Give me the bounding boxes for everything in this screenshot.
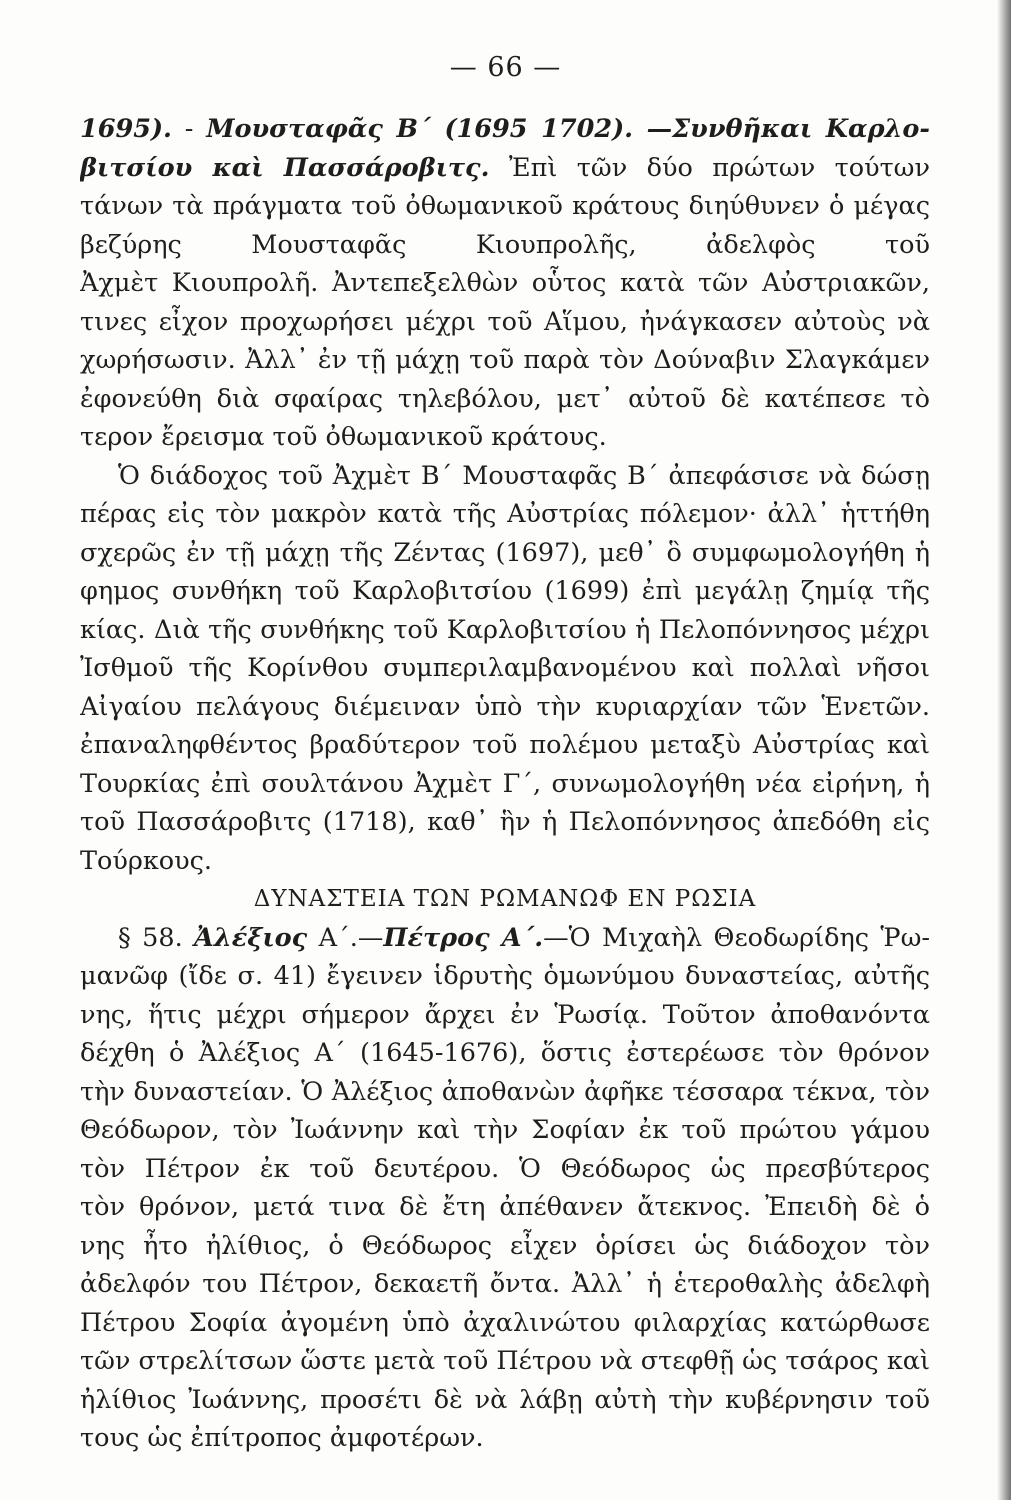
text-line bbox=[80, 1381, 930, 1420]
text-line bbox=[80, 1304, 930, 1343]
text-line bbox=[80, 919, 930, 958]
text-segment: τους ὡς ἐπίτροπος ἀμφοτέρων. bbox=[80, 1423, 484, 1453]
text-line bbox=[80, 1188, 930, 1227]
text-line bbox=[80, 1150, 930, 1189]
text-segment: Α΄.— bbox=[307, 922, 384, 953]
text-line bbox=[80, 110, 930, 149]
text-line bbox=[80, 1227, 930, 1266]
paragraphs-romanov bbox=[80, 919, 930, 1458]
body-text bbox=[80, 110, 930, 1458]
text-segment: φημος συνθήκη τοῦ Καρλοβιτσίου (1699) ἐπὶ μεγάλῃ ζημίᾳ τῆς bbox=[80, 576, 930, 606]
text-line bbox=[80, 996, 930, 1035]
text-segment: Ἐπὶ τῶν δύο πρώτων τούτων bbox=[508, 152, 930, 183]
text-segment: Ὁ διάδοχος τοῦ Ἀχμὲτ Β΄ Μουσταφᾶς Β΄ ἀπεφάσισε νὰ δώσῃ bbox=[118, 460, 930, 491]
text-segment: Ἀλέξιος bbox=[194, 922, 308, 953]
text-line bbox=[80, 803, 930, 842]
text-line bbox=[80, 957, 930, 996]
text-segment: ἠλίθιος Ἰωάννης, προσέτι δὲ νὰ λάβῃ αὐτὴ τὴν κυβέρνησιν τοῦ bbox=[80, 1384, 930, 1415]
text-line bbox=[80, 187, 930, 226]
text-segment: Ἰσθμοῦ τῆς Κορίνθου συμπεριλαμβανομένου καὶ πολλαὶ νῆσοι bbox=[80, 653, 930, 683]
text-segment: βιτσίου καὶ Πασσάροβιτς. bbox=[80, 152, 490, 183]
text-line bbox=[80, 534, 930, 573]
text-line bbox=[80, 226, 930, 265]
text-segment: σχερῶς ἐν τῇ μάχῃ τῆς Ζέντας (1697), μεθ᾽ ὃ συμφωμολογήθη ἡ bbox=[80, 537, 930, 568]
text-line bbox=[80, 572, 930, 611]
text-segment: νης, ἥτις μέχρι σήμερον ἄρχει ἐν Ῥωσίᾳ. Τοῦτον ἀποθανόντα bbox=[80, 999, 930, 1030]
text-line bbox=[80, 1419, 930, 1458]
text-line bbox=[80, 495, 930, 534]
text-segment: τὸν θρόνον, μετά τινα δὲ ἔτη ἀπέθανεν ἄτεκνος. Ἐπειδὴ δὲ ὁ bbox=[80, 1192, 930, 1222]
text-line bbox=[80, 1342, 930, 1381]
text-segment: Τουρκίας ἐπὶ σουλτάνου Ἀχμὲτ Γ΄, συνωμολογήθη νέα εἰρήνη, ἡ bbox=[80, 768, 930, 799]
text-line bbox=[80, 765, 930, 804]
text-segment: ἐφονεύθη διὰ σφαίρας τηλεβόλου, μετ᾽ αὐτοῦ δὲ κατέπεσε τὸ bbox=[80, 383, 930, 414]
text-line bbox=[80, 726, 930, 765]
text-line bbox=[80, 1073, 930, 1112]
text-segment: μανῶφ (ἴδε σ. 41) ἔγεινεν ἱδρυτὴς ὁμωνύμου δυναστείας, αὐτῆς bbox=[80, 961, 930, 991]
text-segment: τινες εἶχον προχωρήσει μέχρι τοῦ Αἵμου, ἠνάγκασεν αὐτοὺς νὰ bbox=[80, 306, 930, 337]
text-line bbox=[80, 457, 930, 496]
text-segment: —Ὁ Μιχαὴλ Θεοδωρίδης Ῥω- bbox=[543, 922, 930, 953]
section-heading: ΔΥΝΑΣΤΕΙΑ ΤΩΝ ΡΩΜΑΝΩΦ ΕΝ ΡΩΣΙΑ bbox=[253, 886, 757, 912]
text-segment: νης ἦτο ἠλίθιος, ὁ Θεόδωρος εἶχεν ὁρίσει ὡς διάδοχον τὸν bbox=[80, 1230, 930, 1261]
text-segment: Πέτρος Α΄. bbox=[383, 922, 544, 953]
text-segment: τάνων τὰ πράγματα τοῦ ὀθωμανικοῦ κράτους διηύθυνεν ὁ μέγας bbox=[80, 191, 930, 221]
text-line bbox=[80, 264, 930, 303]
text-line bbox=[80, 688, 930, 727]
page-edge-shadow bbox=[997, 0, 1011, 1500]
text-segment: Τούρκους. bbox=[80, 845, 213, 876]
text-segment: § 58. bbox=[118, 922, 195, 953]
text-line bbox=[80, 341, 930, 380]
text-segment: τοῦ Πασσάροβιτς (1718), καθ᾽ ἣν ἡ Πελοπόννησος ἀπεδόθη εἰς bbox=[80, 807, 930, 837]
text-segment: βεζύρης Μουσταφᾶς Κιουπρολῆς, ἀδελφὸς τοῦ bbox=[80, 229, 930, 260]
text-segment: Πέτρου Σοφία ἀγομένη ὑπὸ ἀχαλινώτου φιλαρχίας κατώρθωσε bbox=[80, 1307, 930, 1338]
text-segment: ἀδελφόν του Πέτρον, δεκαετῆ ὄντα. Ἀλλ᾽ ἡ ἑτεροθαλὴς ἀδελφὴ bbox=[80, 1269, 930, 1299]
text-line bbox=[80, 149, 930, 188]
text-segment: δέχθη ὁ Ἀλέξιος Α΄ (1645-1676), ὅστις ἐστερέωσε τὸν θρόνον bbox=[80, 1038, 930, 1068]
text-segment: Μουσταφᾶς Β΄ (1695 1702). —Συνθῆκαι Καρλο- bbox=[206, 114, 930, 144]
paragraphs-ottoman bbox=[80, 110, 930, 880]
text-segment: τὸν Πέτρον ἐκ τοῦ δευτέρου. Ὁ Θεόδωρος ὡς πρεσβύτερος bbox=[80, 1153, 930, 1184]
text-segment: Θεόδωρον, τὸν Ἰωάννην καὶ τὴν Σοφίαν ἐκ τοῦ πρώτου γάμου bbox=[80, 1115, 930, 1145]
text-line bbox=[80, 418, 930, 457]
text-segment: Ἀχμὲτ Κιουπρολῆ. Ἀντεπεξελθὼν οὗτος κατὰ τῶν Αὐστριακῶν, bbox=[80, 268, 930, 298]
text-line bbox=[80, 611, 930, 650]
text-segment: τῶν στρελίτσων ὥστε μετὰ τοῦ Πέτρου νὰ στεφθῇ ὡς τσάρος καὶ bbox=[80, 1346, 930, 1376]
text-line bbox=[80, 649, 930, 688]
text-line bbox=[80, 303, 930, 342]
text-segment: ἐπαναληφθέντος βραδύτερον τοῦ πολέμου μεταξὺ Αὐστρίας καὶ bbox=[80, 730, 930, 760]
text-line bbox=[80, 1111, 930, 1150]
text-segment: 1695). bbox=[80, 114, 172, 144]
text-segment: - bbox=[171, 114, 207, 144]
page-number: — 66 — bbox=[449, 52, 562, 83]
text-line bbox=[80, 380, 930, 419]
text-line bbox=[80, 1265, 930, 1304]
text-segment: πέρας εἰς τὸν μακρὸν κατὰ τῆς Αὐστρίας πόλεμον· ἀλλ᾽ ἡττήθη bbox=[80, 499, 930, 529]
text-segment: Αἰγαίου πελάγους διέμειναν ὑπὸ τὴν κυριαρχίαν τῶν Ἑνετῶν. bbox=[80, 691, 930, 722]
text-segment: χωρήσωσιν. Ἀλλ᾽ ἐν τῇ μάχῃ τοῦ παρὰ τὸν Δούναβιν Σλαγκάμεν bbox=[80, 345, 930, 375]
text-segment: κίας. Διὰ τῆς συνθήκης τοῦ Καρλοβιτσίου ἡ Πελοπόννησος μέχρι bbox=[80, 614, 930, 645]
text-line bbox=[80, 1034, 930, 1073]
text-segment: τερον ἔρεισμα τοῦ ὀθωμανικοῦ κράτους. bbox=[80, 422, 607, 452]
text-line bbox=[80, 842, 930, 881]
text-segment: τὴν δυναστείαν. Ὁ Ἀλέξιος ἀποθανὼν ἀφῆκε τέσσαρα τέκνα, τὸν bbox=[80, 1076, 930, 1107]
